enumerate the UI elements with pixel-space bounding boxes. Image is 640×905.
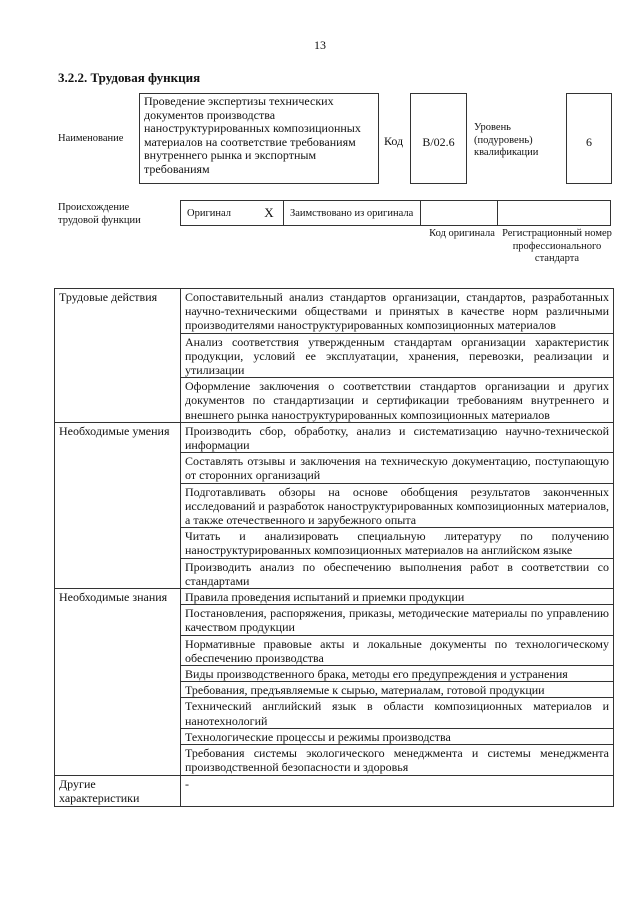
table-cell: Производить сбор, обработку, анализ и систематизацию научно-технической информации [181, 422, 614, 452]
original-label: Оригинал [181, 201, 256, 226]
function-name-box [139, 93, 379, 184]
level-box [566, 93, 612, 184]
function-name-text: Проведение экспертизы технических документов производства наноструктурированных композиционных материалов на соответствие требованиям внутреннего рынка и экспортным требованиям [144, 94, 361, 176]
borrowed-label: Заимствовано из оригинала [284, 201, 421, 226]
table-cell: Подготавливать обзоры на основе обобщения результатов законченных исследований и разработок наноструктурированных композиционных материалов, а также отечественного и зарубежного опыта [181, 483, 614, 528]
table-row [55, 775, 614, 806]
section-title: 3.2.2. Трудовая функция [58, 70, 201, 85]
code-box [410, 93, 467, 184]
table-cell: Виды производственного брака, методы его предупреждения и устранения [181, 666, 614, 682]
reg-number-caption: Регистрационный номер профессионального стандарта [502, 228, 612, 264]
level-label: Уровень (подуровень) квалификации [474, 122, 539, 158]
table-cell: Постановления, распоряжения, приказы, методические материалы по управлению качеством продукции [181, 605, 614, 635]
code-original-cell [421, 201, 498, 226]
table-cell: Нормативные правовые акты и локальные документы по технологическому обеспечению производства [181, 635, 614, 665]
function-table [54, 288, 614, 807]
table-row [55, 422, 614, 452]
row-label: Необходимые умения [55, 422, 181, 588]
table-cell: Читать и анализировать специальную литературу по получению наноструктурированных композиционных материалов на английском языке [181, 528, 614, 558]
row-label: Необходимые знания [55, 589, 181, 775]
row-label: Трудовые действия [55, 289, 181, 423]
page-number: 13 [314, 38, 326, 52]
table-row [55, 589, 614, 605]
table-cell: Технологические процессы и режимы производства [181, 728, 614, 744]
table-cell: Анализ соответствия утвержденным стандартам организации характеристик продукции, условий ее эксплуатации, хранения, перевозки, реализации и утилизации [181, 333, 614, 378]
table-cell: Технический английский язык в области композиционных материалов и нанотехнологий [181, 698, 614, 728]
name-label: Наименование [58, 133, 124, 144]
origin-table [180, 200, 611, 226]
code-label: Код [384, 134, 404, 148]
table-cell: Оформление заключения о соответствии стандартов организации и других документов по стандартизации и сертификации требованиям внутреннего и внешнего рынка наноструктурированных композиционных материалов [181, 378, 614, 423]
table-cell: Правила проведения испытаний и приемки продукции [181, 589, 614, 605]
table-cell: Требования, предъявляемые к сырью, материалам, готовой продукции [181, 682, 614, 698]
row-label: Другие характеристики [55, 775, 181, 806]
table-cell: Требования системы экологического менеджмента и системы менеджмента производственной безопасности и здоровья [181, 745, 614, 775]
original-mark: X [255, 201, 284, 226]
table-cell: Сопоставительный анализ стандартов организации, стандартов, разработанных научно-техническими обществами и принятых в качестве норм различными производителями наноструктурированных композиционных материалов [181, 289, 614, 334]
code-original-caption: Код оригинала [429, 228, 495, 239]
code-value: В/02.6 [422, 135, 455, 149]
table-row [55, 289, 614, 334]
table-cell: Производить анализ по обеспечению выполнения работ в соответствии со стандартами [181, 558, 614, 588]
level-value: 6 [586, 135, 592, 149]
table-cell: - [181, 775, 614, 806]
origin-label: Происхождение трудовой функции [58, 202, 141, 226]
reg-number-cell [498, 201, 611, 226]
table-cell: Составлять отзывы и заключения на техническую документацию, поступающую от сторонних организаций [181, 453, 614, 483]
